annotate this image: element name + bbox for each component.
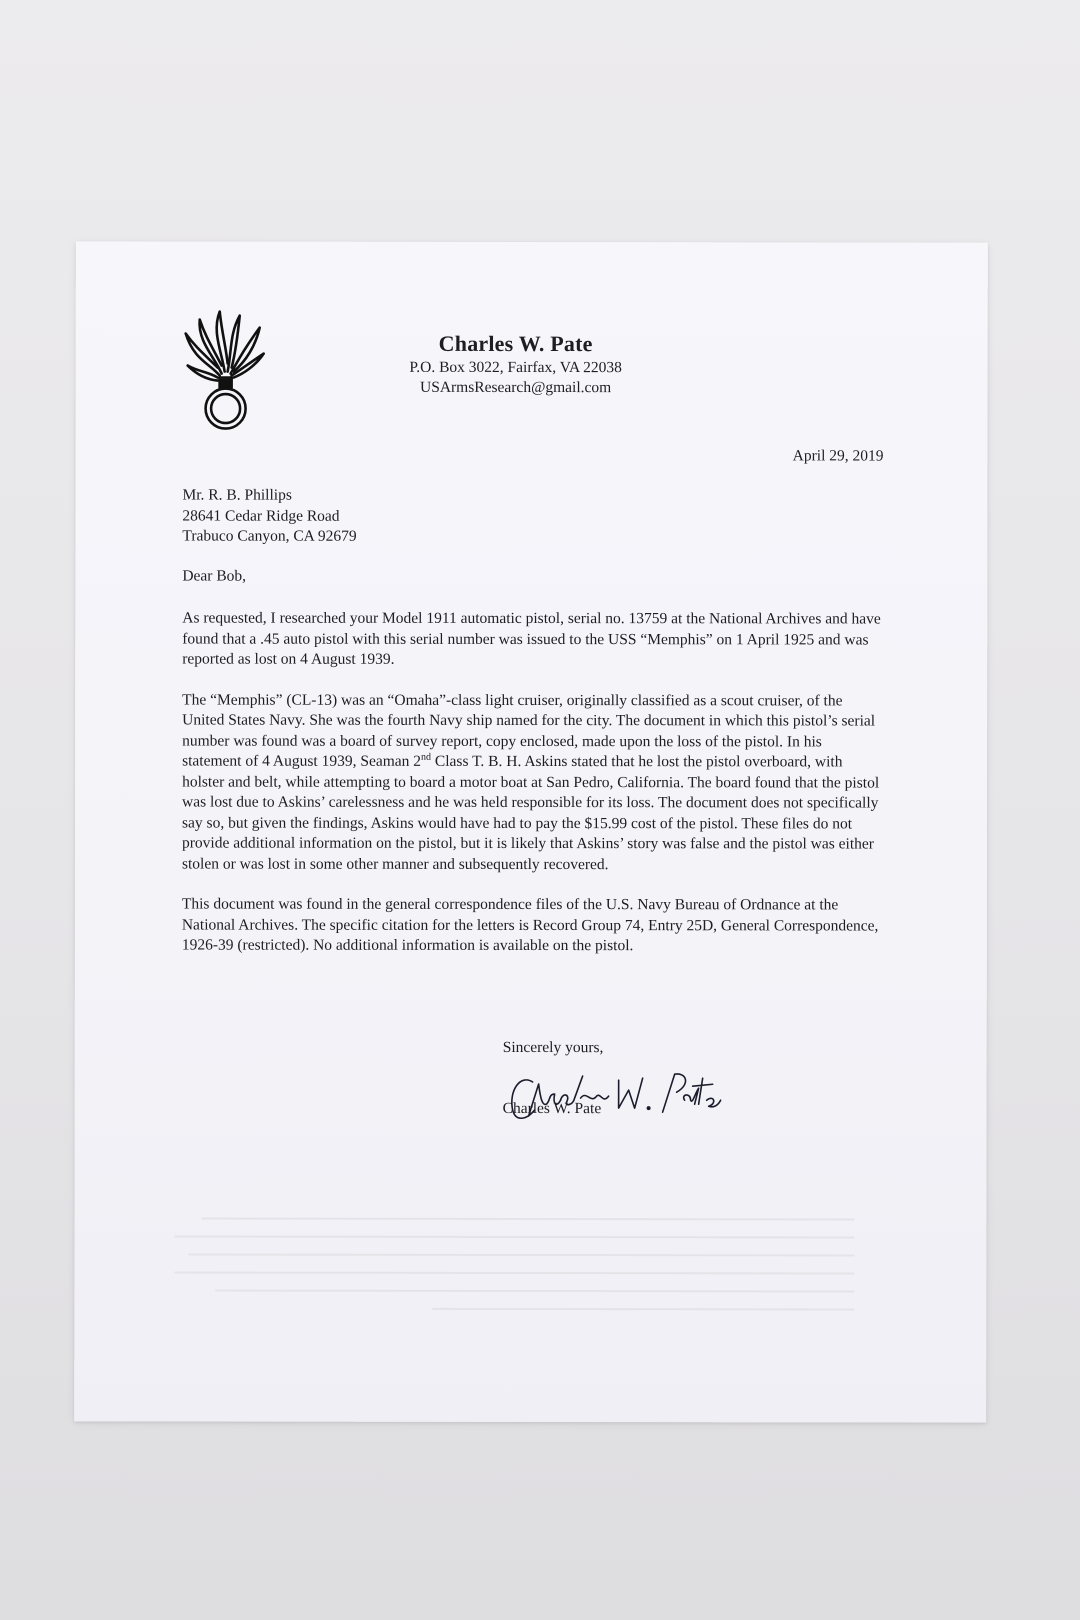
salutation: Dear Bob, [182, 567, 247, 585]
closing: Sincerely yours, [502, 1038, 604, 1057]
signer-name: Charles W. Pate [502, 1099, 602, 1118]
paragraph-1: As requested, I researched your Model 1911 automatic pistol, serial no. 13759 at the National Archives and have found that a .45 auto pistol with this serial number was issued to the USS “Memphis” on 1 April 1925 and was reported as lost on 4 August 1939. [182, 609, 881, 668]
flaming-bomb-icon [180, 308, 270, 433]
paragraph-2-text-b: Class T. B. H. Askins stated that he lost the pistol overboard, with holster and belt, while attempting to board a motor boat at San Pedro, California. The board found that the pistol was lost due to Askins’ carelessness and he was held responsible for its loss. The document does not specifically say so, but given the findings, Askins would have had to pay the $15.99 cost of the pistol. These files do not provide additional information on the pistol, but it is likely that Askins’ story was false and the pistol was either stolen or was lost in some other manner and subsequently recovered. [181, 752, 880, 873]
letterhead [276, 330, 756, 399]
show-through-text [174, 1202, 854, 1327]
recipient-street: 28641 Cedar Ridge Road [182, 507, 340, 525]
recipient-block [182, 486, 356, 548]
paragraph-3: This document was found in the general correspondence files of the U.S. Navy Bureau of Ordnance at the National Archives. The specific citation for the letters is Record Group 74, Entry 25D, General Correspondence, 1926-39 (restricted). No additional information is available on the pistol. [181, 895, 879, 955]
letter-body [182, 609, 883, 977]
sender-email: USArmsResearch@gmail.com [419, 378, 612, 397]
paragraph-2-text-a: The “Memphis” (CL-13) was an “Omaha”-class light cruiser, originally classified as a scout cruiser, of the United States Navy. She was the fourth Navy ship named for the city. The document in which this pistol’s serial number was found was a board of survey report, copy enclosed, made upon the loss of the pistol. In his statement of 4 August 1939, Seaman 2 [182, 691, 876, 770]
letter-page [74, 241, 988, 1422]
ordinal-suffix: nd [421, 751, 432, 763]
letter-date: April 29, 2019 [792, 447, 884, 465]
paragraph-2 [182, 690, 882, 875]
sender-address: P.O. Box 3022, Fairfax, VA 22038 [409, 358, 622, 377]
recipient-name: Mr. R. B. Phillips [182, 486, 292, 504]
sender-name: Charles W. Pate [438, 330, 593, 357]
recipient-city: Trabuco Canyon, CA 92679 [182, 527, 357, 545]
